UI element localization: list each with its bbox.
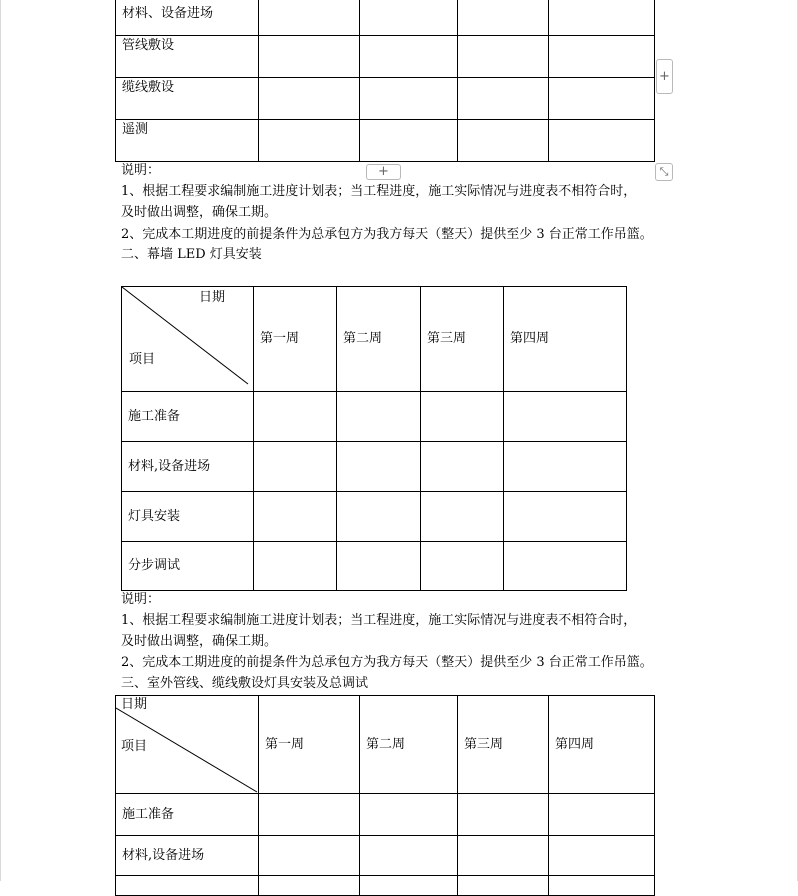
schedule-cell[interactable] [421, 542, 504, 591]
notes-line: 1、根据工程要求编制施工进度计划表；当工程进度，施工实际情况与进度表不相符合时， [121, 184, 637, 199]
schedule-cell[interactable] [458, 794, 549, 836]
notes-line: 2、完成本工期进度的前提条件为总承包方为我方每天（整天）提供至少 3 台正常工作吊篮。 [121, 655, 653, 670]
table-resize-handle[interactable]: ⤡ [655, 163, 673, 181]
table-row [116, 78, 655, 120]
schedule-cell[interactable] [458, 836, 549, 876]
schedule-table-3 [115, 695, 655, 896]
week-header: 第三周 [458, 696, 549, 794]
schedule-cell[interactable] [504, 392, 627, 442]
diagonal-line [122, 287, 254, 392]
schedule-cell[interactable] [259, 876, 360, 896]
date-label: 日期 [199, 290, 226, 305]
row-label: 材料,设备进场 [122, 442, 254, 492]
schedule-cell[interactable] [259, 120, 360, 162]
week-header: 第二周 [360, 696, 458, 794]
schedule-cell[interactable] [337, 392, 421, 442]
table-row [116, 120, 655, 162]
schedule-cell[interactable] [259, 836, 360, 876]
schedule-cell[interactable] [421, 442, 504, 492]
table-header-row [122, 287, 627, 392]
add-column-button[interactable]: + [656, 59, 673, 94]
diagonal-header-cell [116, 696, 259, 794]
table-row [122, 492, 627, 542]
schedule-cell[interactable] [337, 442, 421, 492]
schedule-cell[interactable] [421, 492, 504, 542]
row-label: 管线敷设 [116, 36, 259, 78]
week-header: 第一周 [254, 287, 337, 392]
section-title: 三、室外管线、缆线敷设灯具安装及总调试 [121, 676, 369, 691]
schedule-cell[interactable] [504, 442, 627, 492]
schedule-cell[interactable] [360, 36, 458, 78]
week-header: 第四周 [504, 287, 627, 392]
row-label: 材料,设备进场 [116, 836, 259, 876]
table-row [116, 836, 655, 876]
schedule-cell[interactable] [549, 78, 655, 120]
notes-heading: 说明： [121, 592, 161, 607]
schedule-cell[interactable] [259, 0, 360, 36]
schedule-cell[interactable] [360, 836, 458, 876]
schedule-cell[interactable] [360, 876, 458, 896]
item-label: 项目 [121, 739, 148, 754]
schedule-cell[interactable] [259, 36, 360, 78]
schedule-cell[interactable] [549, 836, 655, 876]
week-header: 第三周 [421, 287, 504, 392]
schedule-cell[interactable] [254, 392, 337, 442]
schedule-cell[interactable] [549, 0, 655, 36]
table-header-row [116, 696, 655, 794]
schedule-cell[interactable] [254, 542, 337, 591]
section-title: 二、幕墙 LED 灯具安装 [121, 247, 262, 262]
schedule-cell[interactable] [549, 36, 655, 78]
notes-line: 1、根据工程要求编制施工进度计划表；当工程进度，施工实际情况与进度表不相符合时， [121, 613, 637, 628]
schedule-cell[interactable] [549, 794, 655, 836]
table-row [122, 542, 627, 591]
schedule-table-2 [121, 286, 627, 591]
schedule-cell[interactable] [458, 120, 549, 162]
schedule-cell[interactable] [254, 442, 337, 492]
schedule-cell[interactable] [259, 794, 360, 836]
week-header: 第一周 [259, 696, 360, 794]
row-label: 遥测 [116, 120, 259, 162]
schedule-cell[interactable] [458, 36, 549, 78]
schedule-cell[interactable] [504, 492, 627, 542]
schedule-cell[interactable] [360, 794, 458, 836]
schedule-cell[interactable] [549, 120, 655, 162]
notes-line: 及时做出调整，确保工期。 [121, 634, 278, 649]
schedule-cell[interactable] [360, 78, 458, 120]
schedule-cell[interactable] [259, 78, 360, 120]
week-header: 第二周 [337, 287, 421, 392]
table-row [116, 36, 655, 78]
schedule-cell[interactable] [254, 492, 337, 542]
schedule-cell[interactable] [360, 120, 458, 162]
schedule-cell[interactable] [337, 492, 421, 542]
diagonal-header-cell [122, 287, 254, 392]
table-row [122, 392, 627, 442]
table-row [116, 0, 655, 36]
table-row [116, 794, 655, 836]
row-label: 分步调试 [122, 542, 254, 591]
row-label [116, 876, 259, 896]
table-row [116, 876, 655, 896]
notes-heading: 说明： [121, 163, 161, 178]
row-label: 施工准备 [116, 794, 259, 836]
table-row [122, 442, 627, 492]
schedule-table-1 [115, 0, 655, 162]
row-label: 缆线敷设 [116, 78, 259, 120]
row-label: 施工准备 [122, 392, 254, 442]
schedule-cell[interactable] [337, 542, 421, 591]
item-label: 项目 [129, 352, 156, 367]
schedule-cell[interactable] [360, 0, 458, 36]
schedule-cell[interactable] [458, 876, 549, 896]
notes-line: 及时做出调整，确保工期。 [121, 205, 278, 220]
row-label: 材料、设备进场 [116, 0, 259, 36]
schedule-cell[interactable] [421, 392, 504, 442]
schedule-cell[interactable] [504, 542, 627, 591]
week-header: 第四周 [549, 696, 655, 794]
schedule-cell[interactable] [549, 876, 655, 896]
schedule-cell[interactable] [458, 0, 549, 36]
schedule-cell[interactable] [458, 78, 549, 120]
notes-line: 2、完成本工期进度的前提条件为总承包方为我方每天（整天）提供至少 3 台正常工作吊篮。 [121, 227, 653, 242]
date-label: 日期 [121, 697, 148, 712]
page-edge [0, 0, 1, 881]
add-row-button[interactable]: + [366, 164, 401, 180]
row-label: 灯具安装 [122, 492, 254, 542]
